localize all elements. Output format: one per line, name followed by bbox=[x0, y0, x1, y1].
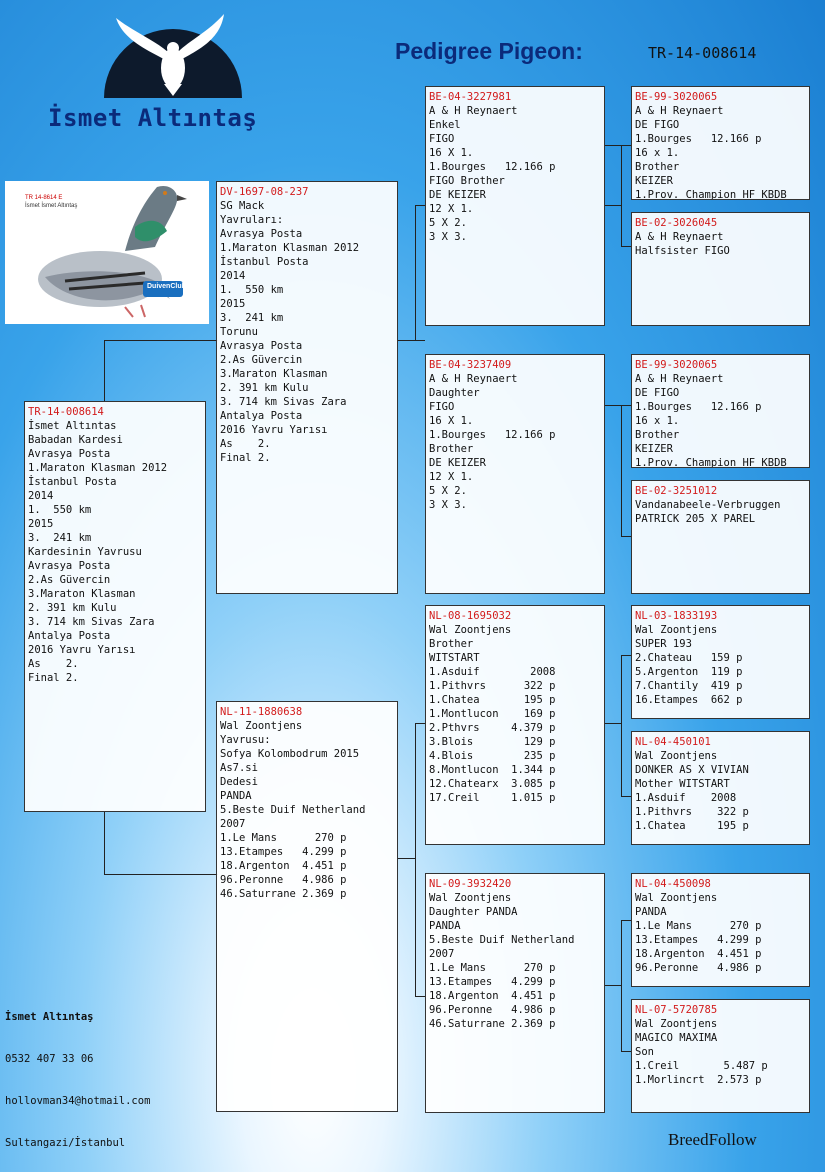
ring-number: BE-02-3026045 bbox=[635, 217, 718, 229]
pedigree-line: 13.Etampes 4.299 p bbox=[635, 934, 762, 946]
connector-line bbox=[397, 205, 416, 340]
pedigree-line: FIGO bbox=[429, 133, 455, 145]
pedigree-line: 5 X 2. bbox=[429, 485, 467, 497]
pedigree-line: Brother bbox=[429, 443, 474, 455]
pedigree-line: 1.Creil 5.487 p bbox=[635, 1060, 768, 1072]
pedigree-line: 16 X 1. bbox=[429, 147, 474, 159]
contact-phone: 0532 407 33 06 bbox=[5, 1053, 94, 1065]
pedigree-line: Brother bbox=[635, 429, 680, 441]
connector-line bbox=[104, 340, 218, 402]
card-sdd bbox=[631, 480, 810, 594]
pedigree-line: 2016 Yavru Yarısı bbox=[28, 644, 136, 656]
pedigree-line: 1.Prov. Champion HF KBDB bbox=[635, 189, 787, 200]
pedigree-line: Wal Zoontjens bbox=[429, 892, 512, 904]
ring-number: BE-99-3020065 bbox=[635, 91, 718, 103]
card-sire-dam bbox=[425, 354, 605, 594]
pedigree-line: 2014 bbox=[220, 270, 246, 282]
pedigree-line: 2015 bbox=[220, 298, 246, 310]
pedigree-line: Yavrusu: bbox=[220, 734, 271, 746]
card-subject bbox=[24, 401, 206, 812]
pedigree-line: 3. 241 km bbox=[220, 312, 284, 324]
connector-line bbox=[605, 985, 621, 986]
connector-line bbox=[415, 205, 425, 206]
pedigree-line: 5.Argenton 119 p bbox=[635, 666, 743, 678]
pedigree-line: 96.Peronne 4.986 p bbox=[429, 1004, 556, 1016]
owner-name: İsmet Altıntaş bbox=[48, 104, 258, 132]
pedigree-line: İstanbul Posta bbox=[28, 476, 117, 488]
card-dds bbox=[631, 873, 810, 987]
pedigree-line: 3 X 3. bbox=[429, 231, 467, 243]
pedigree-line: KEIZER bbox=[635, 443, 673, 455]
pedigree-line: 1.Maraton Klasman 2012 bbox=[28, 462, 168, 474]
card-sire-sire bbox=[425, 86, 605, 326]
pedigree-line: MAGICO MAXIMA bbox=[635, 1032, 718, 1044]
pedigree-line: Avrasya Posta bbox=[28, 448, 111, 460]
pedigree-line: 3. 714 km Sivas Zara bbox=[220, 396, 347, 408]
ring-number: NL-04-450098 bbox=[635, 878, 711, 890]
contact-block bbox=[5, 982, 150, 1164]
ring-number: NL-04-450101 bbox=[635, 736, 711, 748]
pedigree-line: 1.Montlucon 169 p bbox=[429, 708, 556, 720]
pedigree-line: 3. 714 km Sivas Zara bbox=[28, 616, 155, 628]
card-ssd bbox=[631, 212, 810, 326]
pedigree-line: 12.Chatearx 3.085 p bbox=[429, 778, 556, 790]
pedigree-line: 5.Beste Duif Netherland bbox=[220, 804, 366, 816]
pedigree-line: As 2. bbox=[28, 658, 79, 670]
photo-caption-ring: TR 14-8614 E bbox=[25, 195, 63, 201]
pedigree-line: 1.Asduif 2008 bbox=[429, 666, 556, 678]
pedigree-line: 5.Beste Duif Netherland bbox=[429, 934, 575, 946]
pedigree-line: Antalya Posta bbox=[28, 630, 111, 642]
pedigree-line: 1.Asduif 2008 bbox=[635, 792, 737, 804]
pedigree-line: 2.As Güvercin bbox=[220, 354, 303, 366]
pedigree-line: Kardesinin Yavrusu bbox=[28, 546, 142, 558]
pedigree-line: A & H Reynaert bbox=[635, 105, 724, 117]
dove-logo bbox=[104, 12, 242, 98]
pedigree-line: 18.Argenton 4.451 p bbox=[635, 948, 762, 960]
pedigree-line: 3 X 3. bbox=[429, 499, 467, 511]
ring-number: BE-02-3251012 bbox=[635, 485, 718, 497]
ring-number: TR-14-008614 bbox=[28, 406, 104, 418]
pedigree-line: PANDA bbox=[220, 790, 252, 802]
pedigree-line: 2. 391 km Kulu bbox=[220, 382, 309, 394]
pedigree-line: Final 2. bbox=[220, 452, 271, 464]
pedigree-line: 96.Peronne 4.986 p bbox=[635, 962, 762, 974]
pedigree-line: 16 x 1. bbox=[635, 415, 680, 427]
pedigree-line: 2.As Güvercin bbox=[28, 574, 111, 586]
connector-line bbox=[415, 340, 425, 341]
connector-line bbox=[397, 340, 415, 341]
pedigree-line: Wal Zoontjens bbox=[429, 624, 512, 636]
pedigree-line: 1.Maraton Klasman 2012 bbox=[220, 242, 360, 254]
pedigree-line: 1.Bourges 12.166 p bbox=[429, 429, 556, 441]
pedigree-line: 1.Bourges 12.166 p bbox=[429, 161, 556, 173]
connector-line bbox=[605, 405, 621, 406]
card-dam-dam bbox=[425, 873, 605, 1113]
pedigree-line: 1.Chatea 195 p bbox=[429, 694, 556, 706]
pedigree-line: 12 X 1. bbox=[429, 203, 474, 215]
card-dam bbox=[216, 701, 398, 1112]
pedigree-line: Dedesi bbox=[220, 776, 258, 788]
pedigree-line: Wal Zoontjens bbox=[635, 750, 718, 762]
pedigree-line: As7.si bbox=[220, 762, 258, 774]
page-title: Pedigree Pigeon: bbox=[395, 38, 583, 64]
pedigree-line: 2015 bbox=[28, 518, 54, 530]
pedigree-line: 1.Le Mans 270 p bbox=[635, 920, 762, 932]
pedigree-line: 1. 550 km bbox=[220, 284, 284, 296]
pedigree-line: WITSTART bbox=[429, 652, 480, 664]
ring-number: NL-03-1833193 bbox=[635, 610, 718, 622]
pedigree-line: Vandanabeele-Verbruggen bbox=[635, 499, 781, 511]
contact-location: Sultangazi/İstanbul bbox=[5, 1137, 126, 1149]
pedigree-line: Sofya Kolombodrum 2015 bbox=[220, 748, 360, 760]
pedigree-line: 1.Prov. Champion HF KBDB bbox=[635, 457, 787, 468]
contact-email[interactable]: hollovman34@hotmail.com bbox=[5, 1095, 151, 1107]
pedigree-line: Brother bbox=[429, 638, 474, 650]
pedigree-line: 4.Blois 235 p bbox=[429, 750, 556, 762]
pedigree-line: 2.Chateau 159 p bbox=[635, 652, 743, 664]
pedigree-line: 2016 Yavru Yarısı bbox=[220, 424, 328, 436]
pedigree-line: 1. 550 km bbox=[28, 504, 92, 516]
pedigree-line: A & H Reynaert bbox=[635, 373, 724, 385]
card-sds bbox=[631, 354, 810, 468]
pedigree-line: DE KEIZER bbox=[429, 189, 486, 201]
pedigree-line: 17.Creil 1.015 p bbox=[429, 792, 556, 804]
pedigree-line: 46.Saturrane 2.369 p bbox=[220, 888, 347, 900]
ring-number: DV-1697-08-237 bbox=[220, 186, 309, 198]
pedigree-line: PANDA bbox=[635, 906, 667, 918]
pedigree-line: FIGO bbox=[429, 401, 455, 413]
pedigree-line: İsmet Altıntas bbox=[28, 420, 117, 432]
pedigree-line: DONKER AS X VIVIAN bbox=[635, 764, 749, 776]
pedigree-line: Daughter PANDA bbox=[429, 906, 518, 918]
pedigree-line: DE KEIZER bbox=[429, 457, 486, 469]
connector-line bbox=[605, 205, 621, 206]
pedigree-line: As 2. bbox=[220, 438, 271, 450]
pedigree-line: Daughter bbox=[429, 387, 480, 399]
duivenclub-logo: DuivenClub bbox=[147, 283, 186, 290]
pedigree-line: FIGO Brother bbox=[429, 175, 505, 187]
pedigree-line: KEIZER bbox=[635, 175, 673, 187]
ring-number: BE-99-3020065 bbox=[635, 359, 718, 371]
ring-number: NL-11-1880638 bbox=[220, 706, 303, 718]
pedigree-line: 3.Maraton Klasman bbox=[220, 368, 328, 380]
pedigree-line: DE FIGO bbox=[635, 387, 680, 399]
pedigree-line: Enkel bbox=[429, 119, 461, 131]
card-sss bbox=[631, 86, 810, 200]
pedigree-line: PATRICK 205 X PAREL bbox=[635, 513, 756, 525]
ring-number: BE-04-3227981 bbox=[429, 91, 512, 103]
connector-line bbox=[605, 145, 622, 206]
pedigree-line: 3.Blois 129 p bbox=[429, 736, 556, 748]
pedigree-line: Avrasya Posta bbox=[28, 560, 111, 572]
pedigree-line: 18.Argenton 4.451 p bbox=[220, 860, 347, 872]
pedigree-line: 7.Chantily 419 p bbox=[635, 680, 743, 692]
pedigree-line: Son bbox=[635, 1046, 654, 1058]
pedigree-line: PANDA bbox=[429, 920, 461, 932]
pedigree-line: SG Mack bbox=[220, 200, 265, 212]
pedigree-line: 1.Morlincrt 2.573 p bbox=[635, 1074, 762, 1086]
pedigree-line: Wal Zoontjens bbox=[635, 892, 718, 904]
pedigree-line: Brother bbox=[635, 161, 680, 173]
pedigree-line: 1.Chatea 195 p bbox=[635, 820, 749, 832]
pigeon-icon bbox=[5, 181, 209, 324]
pedigree-line: 3. 241 km bbox=[28, 532, 92, 544]
ring-number: NL-07-5720785 bbox=[635, 1004, 718, 1016]
pedigree-line: 1.Bourges 12.166 p bbox=[635, 401, 762, 413]
pedigree-line: 1.Pithvrs 322 p bbox=[429, 680, 556, 692]
pedigree-line: Avrasya Posta bbox=[220, 340, 303, 352]
pedigree-line: Yavruları: bbox=[220, 214, 284, 226]
pedigree-line: Antalya Posta bbox=[220, 410, 303, 422]
pedigree-line: 5 X 2. bbox=[429, 217, 467, 229]
pedigree-line: 2007 bbox=[429, 948, 455, 960]
connector-line bbox=[605, 723, 621, 724]
pedigree-line: 8.Montlucon 1.344 p bbox=[429, 764, 556, 776]
pedigree-line: 13.Etampes 4.299 p bbox=[429, 976, 556, 988]
subject-ring-number: TR-14-008614 bbox=[648, 44, 757, 62]
pedigree-line: 2014 bbox=[28, 490, 54, 502]
pedigree-line: Wal Zoontjens bbox=[635, 1018, 718, 1030]
ring-number: BE-04-3237409 bbox=[429, 359, 512, 371]
pedigree-line: 2.Pthvrs 4.379 p bbox=[429, 722, 556, 734]
pedigree-line: 2007 bbox=[220, 818, 246, 830]
connector-line bbox=[104, 811, 218, 875]
ring-number: NL-09-3932420 bbox=[429, 878, 512, 890]
pedigree-line: 18.Argenton 4.451 p bbox=[429, 990, 556, 1002]
pedigree-line: Avrasya Posta bbox=[220, 228, 303, 240]
card-dam-sire bbox=[425, 605, 605, 845]
pedigree-line: 16.Etampes 662 p bbox=[635, 694, 743, 706]
pedigree-line: 12 X 1. bbox=[429, 471, 474, 483]
pedigree-line: Wal Zoontjens bbox=[635, 624, 718, 636]
pedigree-line: Halfsister FIGO bbox=[635, 245, 730, 257]
card-sire bbox=[216, 181, 398, 594]
pedigree-line: Mother WITSTART bbox=[635, 778, 730, 790]
card-dsd bbox=[631, 731, 810, 845]
pedigree-line: 16 x 1. bbox=[635, 147, 680, 159]
pedigree-line: SUPER 193 bbox=[635, 638, 692, 650]
ring-number: NL-08-1695032 bbox=[429, 610, 512, 622]
pedigree-line: DE FIGO bbox=[635, 119, 680, 131]
pedigree-line: 13.Etampes 4.299 p bbox=[220, 846, 347, 858]
pedigree-line: 1.Bourges 12.166 p bbox=[635, 133, 762, 145]
card-ddd bbox=[631, 999, 810, 1113]
pigeon-photo bbox=[5, 181, 209, 324]
pedigree-line: 1.Le Mans 270 p bbox=[429, 962, 556, 974]
pedigree-line: 2. 391 km Kulu bbox=[28, 602, 117, 614]
contact-name: İsmet Altıntaş bbox=[5, 1011, 94, 1023]
pedigree-line: Babadan Kardesi bbox=[28, 434, 123, 446]
brand-logo: BreedFollow bbox=[668, 1130, 757, 1149]
pedigree-line: A & H Reynaert bbox=[429, 105, 518, 117]
pedigree-line: Wal Zoontjens bbox=[220, 720, 303, 732]
pedigree-line: 3.Maraton Klasman bbox=[28, 588, 136, 600]
photo-caption-owner: İsmet İsmet Altıntaş bbox=[25, 203, 78, 209]
pedigree-line: A & H Reynaert bbox=[635, 231, 724, 243]
pedigree-line: İstanbul Posta bbox=[220, 256, 309, 268]
pedigree-line: 16 X 1. bbox=[429, 415, 474, 427]
pedigree-line: 96.Peronne 4.986 p bbox=[220, 874, 347, 886]
pedigree-line: 46.Saturrane 2.369 p bbox=[429, 1018, 556, 1030]
card-dss bbox=[631, 605, 810, 719]
pedigree-line: Torunu bbox=[220, 326, 258, 338]
pedigree-line: A & H Reynaert bbox=[429, 373, 518, 385]
pedigree-line: Final 2. bbox=[28, 672, 79, 684]
pedigree-line: 1.Le Mans 270 p bbox=[220, 832, 347, 844]
pedigree-line: 1.Pithvrs 322 p bbox=[635, 806, 749, 818]
connector-line bbox=[397, 858, 415, 859]
